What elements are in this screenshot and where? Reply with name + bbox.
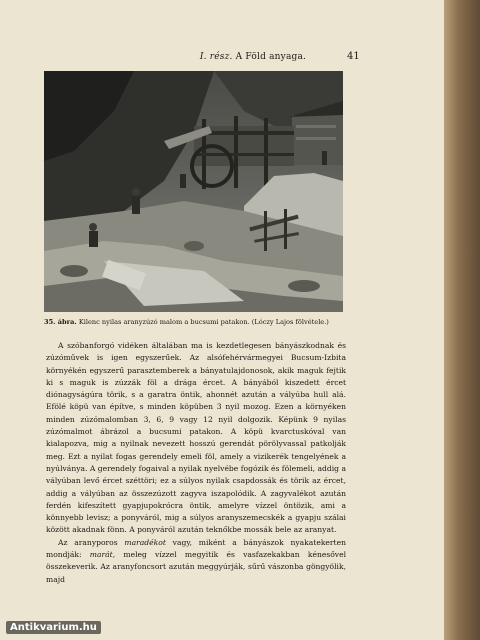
- paragraph-2-end: meleg vízzel megyitik és vasfazekakban kénesővel összekeverik. Az aranyfoncsort azután meggyúrják, sűrű vászonba göngyölik, majd: [46, 550, 347, 584]
- italic-term-1: maradékot: [124, 537, 166, 547]
- section-title: A Föld anyaga.: [235, 52, 307, 62]
- page-number: 41: [347, 51, 360, 62]
- book-edge: [444, 0, 480, 640]
- section-label: I. rész.: [199, 52, 233, 62]
- figure-caption: [44, 318, 354, 326]
- figure-photo: [44, 71, 343, 312]
- paragraph-2: [46, 537, 346, 586]
- figure-credit: (Lóczy Lajos fölvétele.): [251, 318, 329, 326]
- paragraph-1: A szóbanforgó vidéken általában ma is kezdetlegesen bányászkodnak és zúzóművek is igen egyszerűek. Az alsófehérvármegyei Bucsum-Izbita környékén egyszerű parasztemberek a bányatulajdonosok, akik maguk fejtik ki s maguk is zúzzák föl a drága ércet. A bányából kiszedett ércet diónagyságúra törik, s a garatra öntik, ahonnét azután a vályúba hull alá. Efölé köpü van építve, s minden köpüben 3 nyil mozog. Ezen a környéken minden zúzómalomban 3, 6, 9 vagy 12 nyil dolgozik. Képünk 9 nyilas zúzómalmot ábrázol a bucsumi patakon. A köpü kvarctuskóval van kialapozva, mig a nyilnak nevezett hosszú gerendát pörölyvassal patkolják meg. Ezt a nyilat fogas gerendely emeli föl, amely a vizikerék tengelyének a nyúlványa. A gerendely fogaival a nyilak nyelvébe fogózik és fölemeli, addig a vályúban levő ércet széttöri; ez a súlyos nyilak csapdossák és törik az ércet, addig a vályúban az összezúzott zagyva iszapolódik. A zagyvalékot azután ferdén kifeszített gyapjupokrócra öntik, amelyre vízzel öntözik, ami a könnyebb levisz; a ponyváról, mig a súlyos aranyszemecskék a gyapju szálai között akadnak fönn. A ponyváról azután teknőkbe mossák bele az aranyat.: [46, 341, 346, 535]
- mill-photograph: [44, 71, 343, 312]
- paragraph-2-mid: vagy, miként a bányászok nyakatekerten mondják:: [46, 537, 346, 560]
- figure-caption-text: Kilenc nyilas aranyzúzó malom a bucsumi patakon.: [78, 318, 250, 326]
- figure-label: 35. ábra.: [44, 318, 77, 326]
- italic-term-2: marát,: [89, 550, 116, 560]
- body-text: [46, 340, 346, 586]
- running-header: [140, 52, 366, 62]
- watermark: Antikvarium.hu: [6, 621, 101, 634]
- paragraph-2-start: Az aranyporos: [58, 537, 118, 547]
